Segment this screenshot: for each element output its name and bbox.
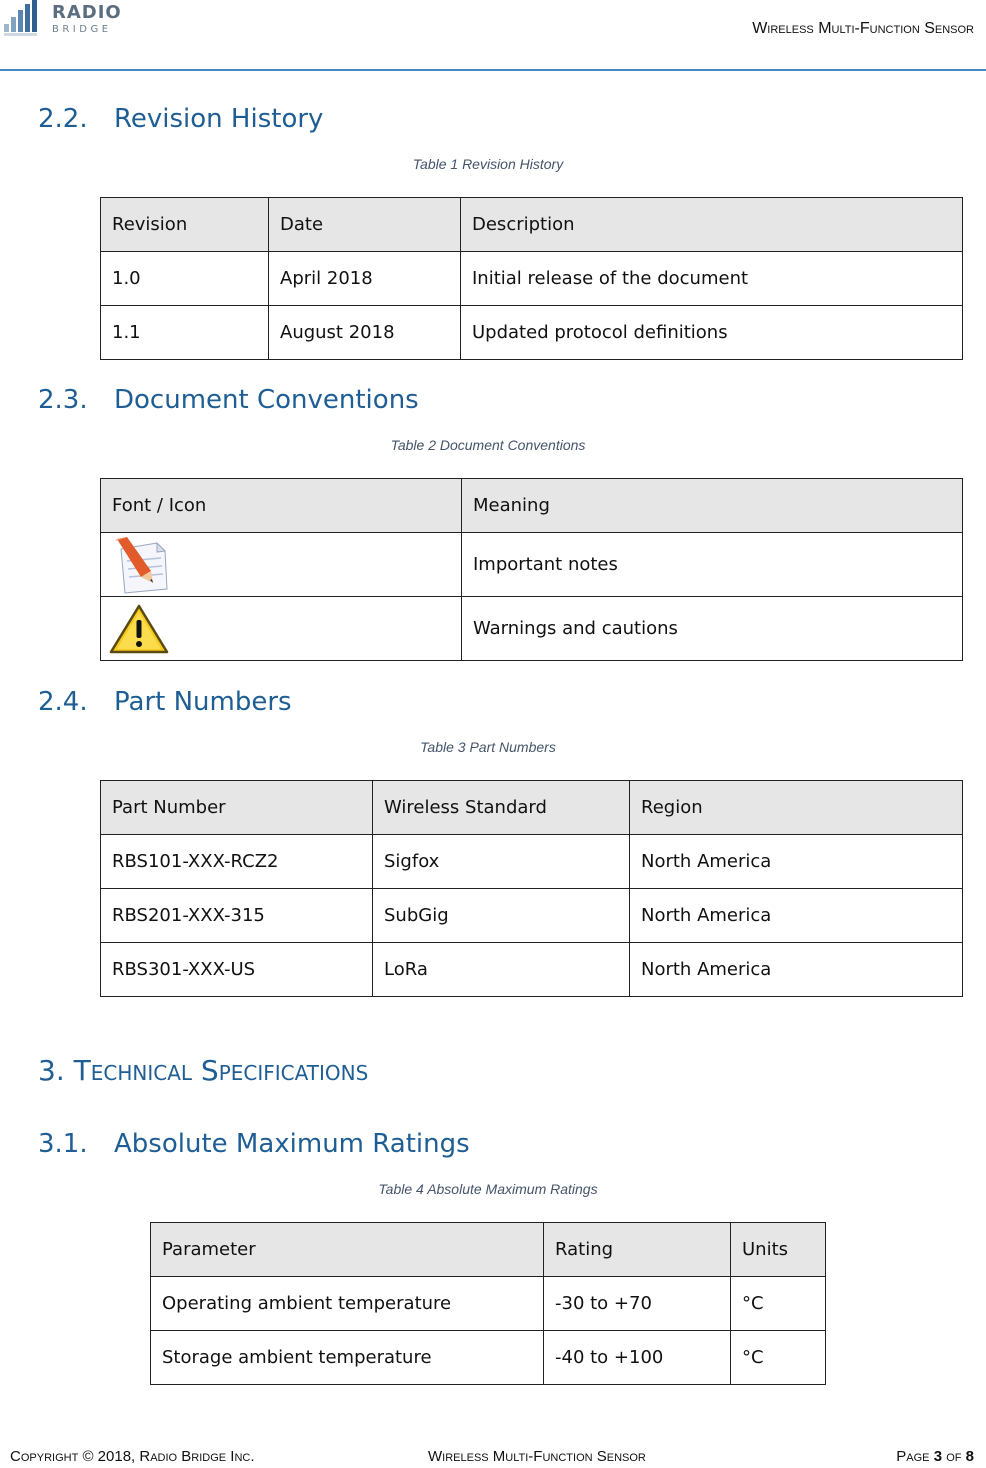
- table-cell: °C: [731, 1331, 826, 1385]
- table-cell: °C: [731, 1277, 826, 1331]
- table-cell: Important notes: [462, 533, 963, 597]
- table-cell: -30 to +70: [544, 1277, 731, 1331]
- table-caption-revision: Table 1 Revision History: [412, 156, 564, 172]
- table-row: [101, 835, 963, 889]
- part-numbers-table: [100, 780, 963, 997]
- table-header-row: [151, 1223, 826, 1277]
- table-cell: 1.0: [101, 252, 269, 306]
- table-cell: Updated protocol definitions: [461, 306, 963, 360]
- table-cell: North America: [630, 943, 963, 997]
- table-cell: -40 to +100: [544, 1331, 731, 1385]
- section-heading-absolute-maximum-ratings: [38, 1129, 470, 1159]
- footer-title: Wireless Multi-Function Sensor: [428, 1448, 646, 1465]
- footer-page-current: 3: [933, 1448, 943, 1465]
- header-cell: Date: [269, 198, 461, 252]
- logo-text-radio: RADIO: [52, 2, 122, 23]
- table-row: [101, 533, 963, 597]
- table-row: [101, 943, 963, 997]
- header-rule: [0, 69, 986, 71]
- table-cell: North America: [630, 889, 963, 943]
- absolute-maximum-ratings-table: [150, 1222, 826, 1385]
- table-cell: April 2018: [269, 252, 461, 306]
- header-cell: Wireless Standard: [373, 781, 630, 835]
- table-cell: Storage ambient temperature: [151, 1331, 544, 1385]
- footer-page-word: Page: [896, 1448, 930, 1465]
- table-cell: RBS101-XXX-RCZ2: [101, 835, 373, 889]
- chapter-title: Technical Specifications: [73, 1054, 369, 1087]
- footer-page-total: 8: [965, 1448, 974, 1465]
- section-number: 2.3.: [38, 385, 88, 415]
- section-title: Document Conventions: [114, 385, 419, 415]
- header-cell: Rating: [544, 1223, 731, 1277]
- section-title: Absolute Maximum Ratings: [114, 1129, 470, 1159]
- table-row: [101, 889, 963, 943]
- table-cell: LoRa: [373, 943, 630, 997]
- table-cell: [101, 597, 462, 661]
- section-title: Revision History: [114, 104, 324, 134]
- table-cell: SubGig: [373, 889, 630, 943]
- section-number: 3.1.: [38, 1129, 88, 1159]
- chapter-heading-technical-specifications: [38, 1054, 368, 1087]
- table-row: [151, 1331, 826, 1385]
- header-cell: Revision: [101, 198, 269, 252]
- table-row: [101, 597, 963, 661]
- table-cell: August 2018: [269, 306, 461, 360]
- note-pencil-icon: [107, 535, 171, 595]
- header-cell: Font / Icon: [101, 479, 462, 533]
- table-caption-conventions: Table 2 Document Conventions: [390, 437, 586, 453]
- table-cell: [101, 533, 462, 597]
- table-row: [151, 1277, 826, 1331]
- logo-text-bridge: BRIDGE: [52, 24, 112, 35]
- footer-page-number: [896, 1448, 974, 1465]
- table-cell: Operating ambient temperature: [151, 1277, 544, 1331]
- chapter-number: 3.: [38, 1054, 65, 1087]
- header-cell: Units: [731, 1223, 826, 1277]
- header-cell: Description: [461, 198, 963, 252]
- header-cell: Part Number: [101, 781, 373, 835]
- table-row: [101, 252, 963, 306]
- table-cell: Sigfox: [373, 835, 630, 889]
- header-title: Wireless Multi-Function Sensor: [752, 20, 974, 37]
- section-heading-document-conventions: [38, 385, 419, 415]
- section-heading-part-numbers: [38, 687, 292, 717]
- table-caption-absmax: Table 4 Absolute Maximum Ratings: [378, 1181, 598, 1197]
- logo-bars-icon: [0, 0, 50, 40]
- table-header-row: [101, 479, 963, 533]
- table-cell: North America: [630, 835, 963, 889]
- table-cell: RBS201-XXX-315: [101, 889, 373, 943]
- warning-icon: [107, 602, 171, 656]
- section-number: 2.2.: [38, 104, 88, 134]
- footer-copyright: Copyright © 2018, Radio Bridge Inc.: [10, 1448, 255, 1465]
- table-header-row: [101, 198, 963, 252]
- footer-page-of: of: [946, 1448, 962, 1465]
- table-cell: 1.1: [101, 306, 269, 360]
- section-number: 2.4.: [38, 687, 88, 717]
- header-cell: Region: [630, 781, 963, 835]
- table-cell: Initial release of the document: [461, 252, 963, 306]
- header-cell: Meaning: [462, 479, 963, 533]
- section-title: Part Numbers: [114, 687, 292, 717]
- header-cell: Parameter: [151, 1223, 544, 1277]
- section-heading-revision-history: [38, 104, 323, 134]
- table-cell: RBS301-XXX-US: [101, 943, 373, 997]
- revision-history-table: [100, 197, 963, 360]
- table-header-row: [101, 781, 963, 835]
- table-cell: Warnings and cautions: [462, 597, 963, 661]
- table-row: [101, 306, 963, 360]
- table-caption-parts: Table 3 Part Numbers: [420, 739, 556, 755]
- document-conventions-table: [100, 478, 963, 661]
